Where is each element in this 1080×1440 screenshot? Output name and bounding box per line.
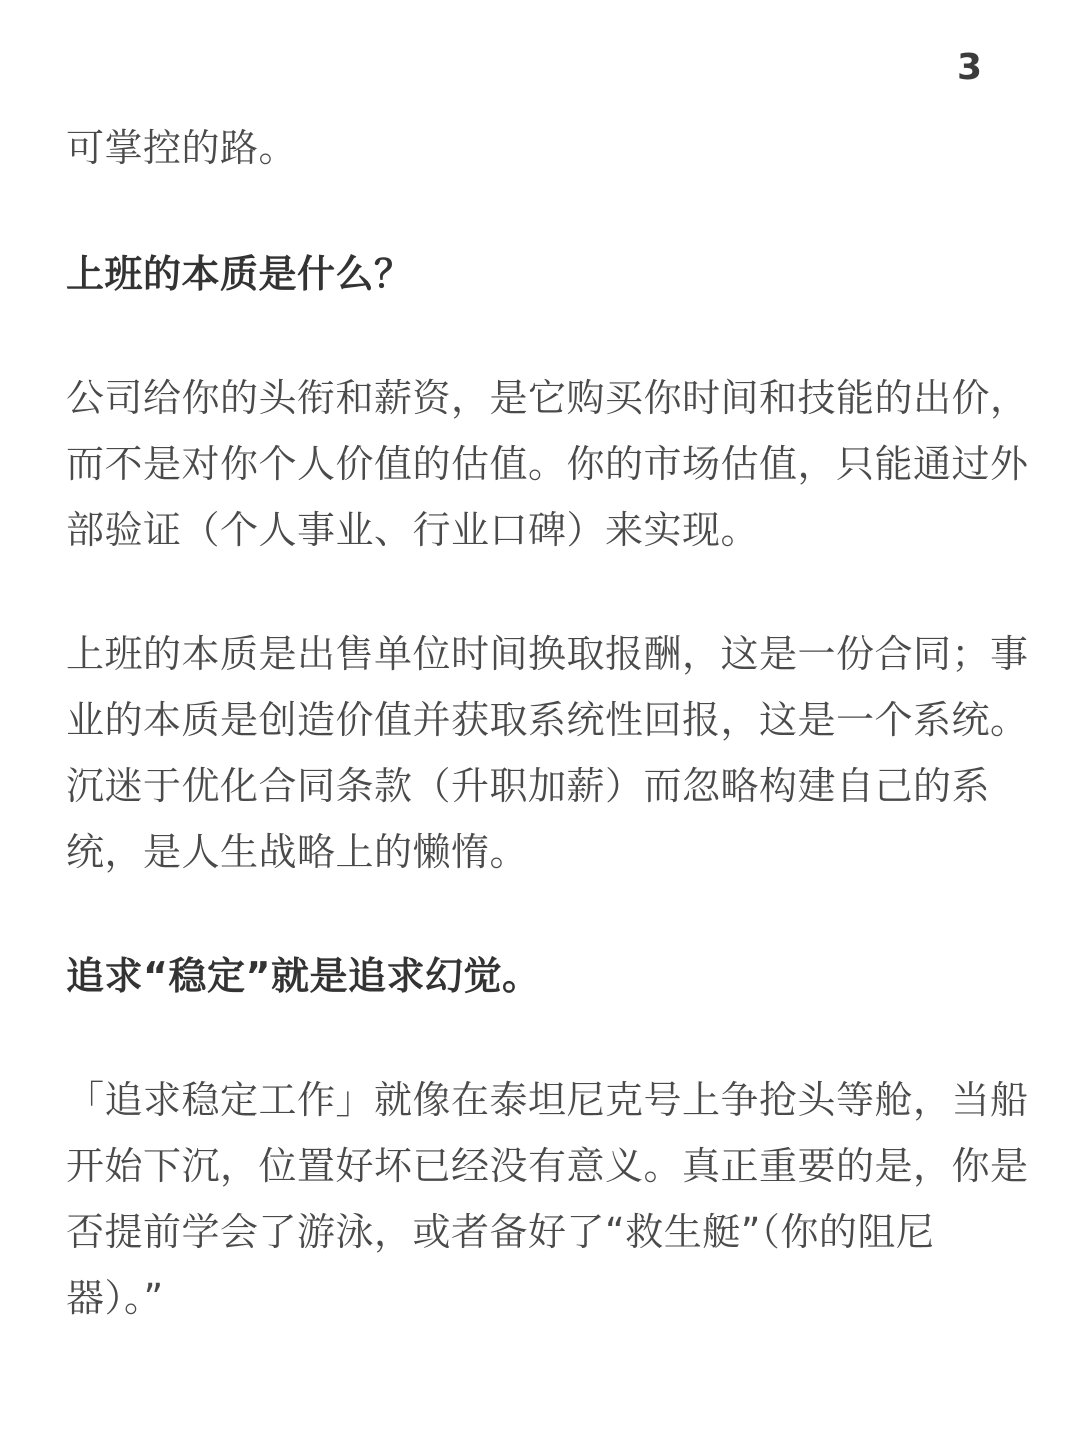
paragraph-contract-system-line: 上班的本质是出售单位时间换取报酬，这是一份合同；事 [66,632,1029,676]
paragraph-titanic-line: 开始下沉，位置好坏已经没有意义。真正重要的是，你是 [66,1144,1029,1188]
paragraph-titanic-line: 「追求稳定工作」就像在泰坦尼克号上争抢头等舱，当船 [66,1078,1029,1122]
page-number: 3 [956,47,982,88]
paragraph-contract-system-line: 业的本质是创造价值并获取系统性回报，这是一个系统。 [66,698,1029,742]
section-heading-work-essence: 上班的本质是什么？ [66,252,413,296]
paragraph-title-salary-line: 公司给你的头衔和薪资，是它购买你时间和技能的出价， [66,376,1029,420]
paragraph-contract-system-line: 统，是人生战略上的懒惰。 [66,830,529,874]
paragraph-title-salary-line: 部验证（个人事业、行业口碑）来实现。 [66,508,760,552]
paragraph-titanic-line: 器）。” [66,1276,164,1320]
paragraph-intro-line: 可掌控的路。 [66,126,298,170]
paragraph-title-salary-line: 而不是对你个人价值的估值。你的市场估值，只能通过外 [66,442,1029,486]
section-heading-stability-illusion: 追求“稳定”就是追求幻觉。 [66,954,541,998]
paragraph-titanic-line: 否提前学会了游泳，或者备好了“救生艇”（你的阻尼 [66,1210,935,1254]
paragraph-contract-system-line: 沉迷于优化合同条款（升职加薪）而忽略构建自己的系 [66,764,991,808]
